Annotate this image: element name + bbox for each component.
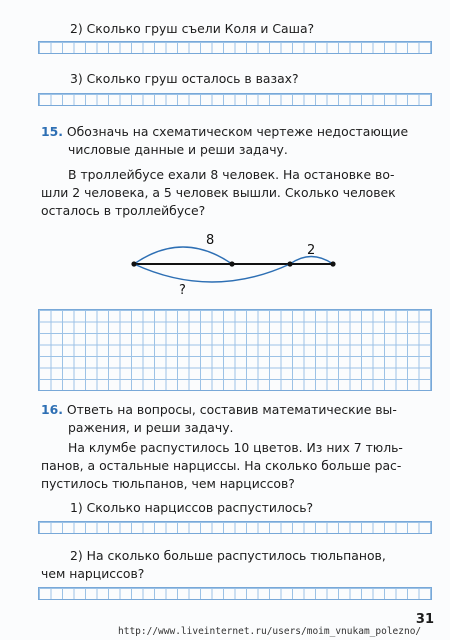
- answer-grid-strip: [38, 587, 432, 600]
- page-number: 31: [415, 612, 434, 627]
- segment-point: [229, 261, 234, 266]
- segment-point: [131, 261, 136, 266]
- instruction-line: Ответь на вопросы, составив математические вы-: [66, 402, 397, 417]
- question-3-text: 3) Сколько груш осталось в вазах?: [70, 71, 299, 86]
- task-number: 15.: [41, 124, 63, 139]
- diagram-label-8: 8: [206, 233, 215, 248]
- problem-text-line: пустилось тюльпанов, чем нарциссов?: [41, 476, 295, 491]
- segment-point: [287, 261, 292, 266]
- segment-diagram: [0, 0, 450, 310]
- task-number: 16.: [41, 402, 63, 417]
- instruction-line: числовые данные и реши задачу.: [68, 142, 288, 157]
- instruction-line: Обозначь на схематическом чертеже недостающие: [66, 124, 409, 139]
- task-16-instruction: [41, 401, 397, 418]
- question-2-text-cont: чем нарциссов?: [41, 566, 145, 581]
- question-2-text: 2) Сколько груш съели Коля и Саша?: [70, 21, 315, 36]
- problem-text-line: осталось в троллейбусе?: [41, 203, 206, 218]
- answer-grid-strip: [38, 521, 432, 534]
- segment-point: [330, 261, 335, 266]
- diagram-label-2: 2: [307, 243, 316, 258]
- question-1-text: 1) Сколько нарциссов распустилось?: [70, 500, 314, 515]
- problem-text-line: шли 2 человека, а 5 человек вышли. Сколько человек: [41, 185, 396, 200]
- instruction-line: ражения, и реши задачу.: [68, 420, 234, 435]
- lower-arc-question: [134, 264, 290, 282]
- problem-text-line: На клумбе распустилось 10 цветов. Из них 7 тюль-: [68, 440, 403, 455]
- upper-arc-8: [134, 247, 232, 264]
- answer-grid-block: [38, 309, 432, 391]
- problem-text-line: панов, а остальные нарциссы. На сколько больше рас-: [41, 458, 402, 473]
- question-2-text: 2) На сколько больше распустилось тюльпанов,: [70, 548, 386, 563]
- footer-url: http://www.liveinternet.ru/users/moim_vnukam_polezno/: [118, 626, 422, 637]
- diagram-label-question: ?: [179, 283, 186, 298]
- problem-text-line: В троллейбусе ехали 8 человек. На остановке во-: [68, 167, 395, 182]
